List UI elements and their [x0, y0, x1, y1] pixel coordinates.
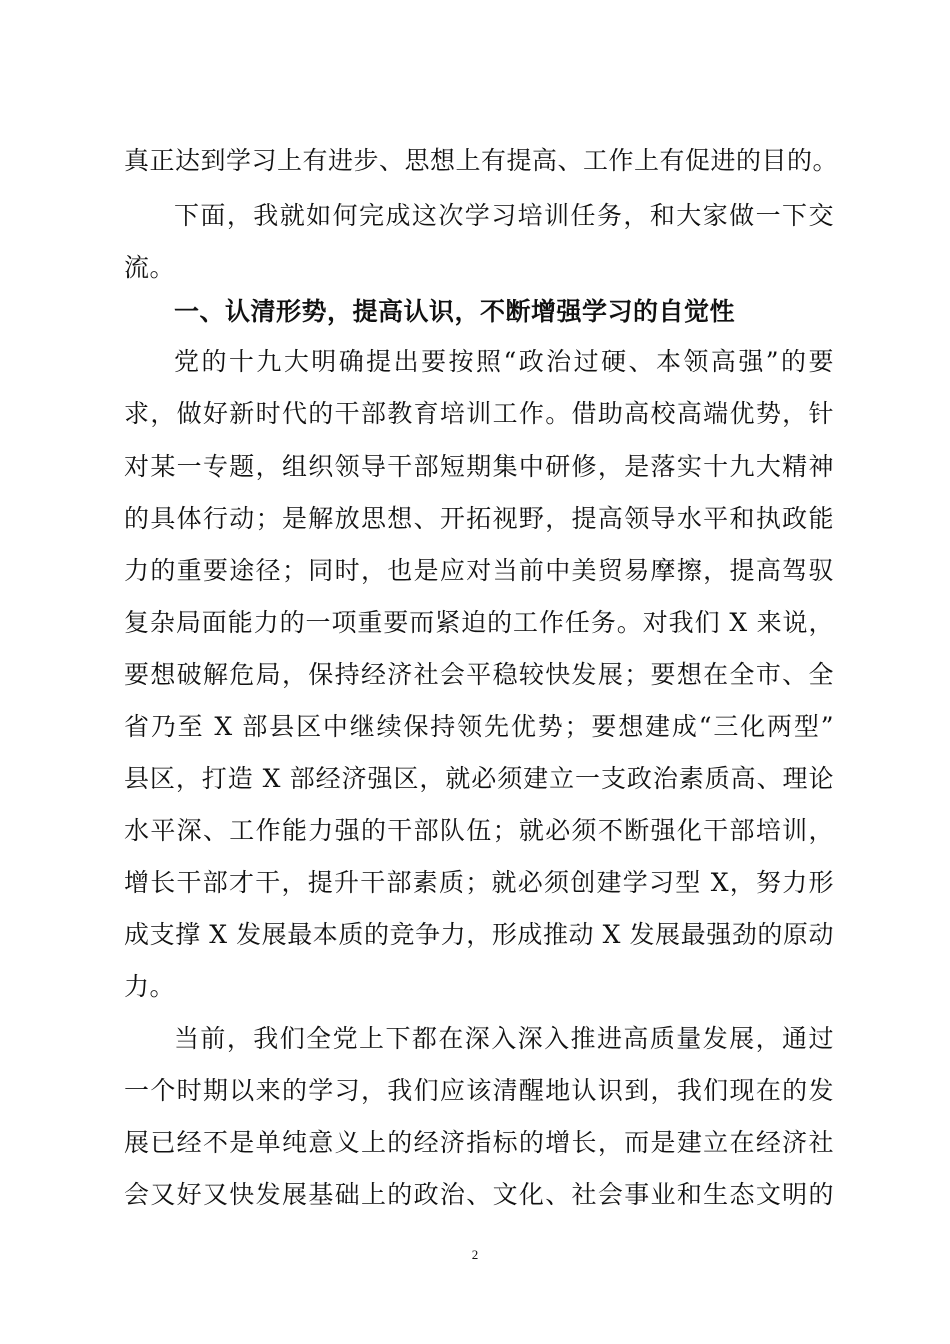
text-line: 真正达到学习上有进步、思想上有提高、工作上有促进的目的。 — [124, 146, 839, 175]
text-line: 展已经不是单纯意义上的经济指标的增长，而是建立在经济社 — [124, 1128, 834, 1157]
page-number: 2 — [471, 1247, 479, 1262]
text-line: 增长干部才干，提升干部素质；就必须创建学习型 X，努力形 — [124, 868, 834, 897]
text-line: 下面，我就如何完成这次学习培训任务，和大家做一下交 — [174, 201, 834, 230]
text-line: 当前，我们全党上下都在深入深入推进高质量发展，通过 — [174, 1024, 834, 1053]
section-heading: 一、认清形势，提高认识，不断增强学习的自觉性 — [174, 297, 736, 326]
text-line: 要想破解危局，保持经济社会平稳较快发展；要想在全市、全 — [124, 660, 834, 689]
text-line: 流。 — [124, 253, 176, 282]
text-line: 水平深、工作能力强的干部队伍；就必须不断强化干部培训， — [124, 816, 834, 845]
text-line: 会又好又快发展基础上的政治、文化、社会事业和生态文明的 — [124, 1180, 834, 1209]
text-line: 求，做好新时代的干部教育培训工作。借助高校高端优势，针 — [124, 399, 834, 428]
text-line: 的具体行动；是解放思想、开拓视野，提高领导水平和执政能 — [124, 504, 834, 533]
text-line: 省乃至 X 部县区中继续保持领先优势；要想建成“三化两型” — [124, 712, 834, 741]
text-line: 县区，打造 X 部经济强区，就必须建立一支政治素质高、理论 — [124, 764, 834, 793]
text-line: 复杂局面能力的一项重要而紧迫的工作任务。对我们 X 来说， — [124, 608, 834, 637]
text-line: 党的十九大明确提出要按照“政治过硬、本领高强”的要 — [174, 347, 834, 376]
text-line: 力。 — [124, 972, 176, 1001]
text-line: 力的重要途径；同时，也是应对当前中美贸易摩擦，提高驾驭 — [124, 556, 834, 585]
text-line: 一个时期以来的学习，我们应该清醒地认识到，我们现在的发 — [124, 1076, 834, 1105]
text-line: 成支撑 X 发展最本质的竞争力，形成推动 X 发展最强劲的原动 — [124, 920, 834, 949]
text-line: 对某一专题，组织领导干部短期集中研修，是落实十九大精神 — [124, 452, 834, 481]
